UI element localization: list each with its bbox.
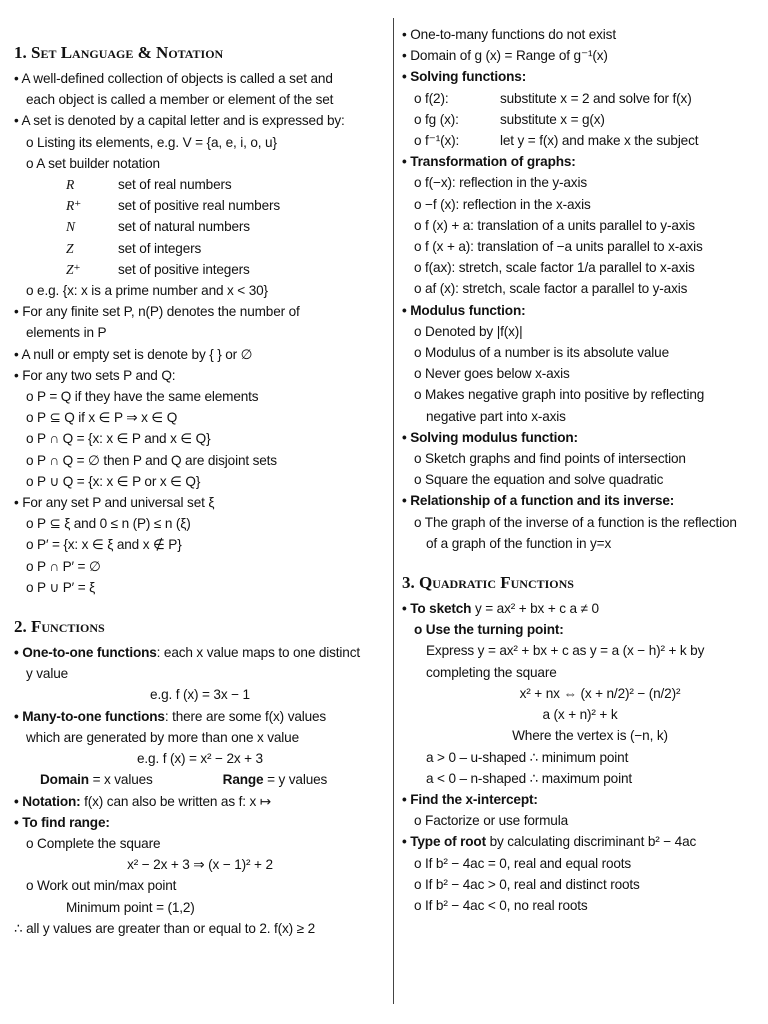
text-line: o Complete the square [26,835,161,851]
text-line: o P ∪ Q = {x: x ∈ P or x ∈ Q} [26,473,201,489]
bold-term: • One-to-one functions [14,645,157,661]
text-line: o Modulus of a number is its absolute value [414,345,669,361]
text-line: o f (x) + a: translation of a units parallel to y-axis [414,217,695,233]
set-definition: set of positive real numbers [118,198,281,214]
text-line: y value [26,666,69,682]
set-definition: set of natural numbers [118,219,250,235]
text-line: o The graph of the inverse of a function is the reflection [414,514,737,530]
text-line: elements in P [26,325,107,341]
text-line: o P ∪ P′ = ξ [26,579,96,595]
text-line: o −f (x): reflection in the x-axis [414,196,591,212]
text-line: o P ∩ P′ = ∅ [26,558,101,574]
text-line: o Factorize or use formula [414,813,569,829]
text-line: o P′ = {x: x ∈ ξ and x ∉ P} [26,537,182,553]
text-line: • A well-defined collection of objects is called a set and [14,71,333,86]
text-line: o Use the turning point: [414,622,564,638]
text-line: o af (x): stretch, scale factor a parallel to y-axis [414,281,688,297]
text-line: o If b² − 4ac > 0, real and distinct roots [414,876,640,892]
text-line: o P ∩ Q = ∅ then P and Q are disjoint sets [26,452,277,468]
text-line: o Never goes below x-axis [414,366,570,382]
bold-term: Domain [40,772,89,788]
set-definition: set of integers [118,240,202,256]
text-line: which are generated by more than one x value [26,729,300,745]
text-run: substitute x = 2 and solve for f(x) [500,90,692,106]
text-run: : there are some f(x) values [164,708,327,724]
label-term: o fg (x): [414,111,459,127]
text-line: • Find the x-intercept: [402,791,538,807]
text-run: by calculating discriminant b² − 4ac [485,834,697,850]
text-run: : each x value maps to one distinct [156,645,360,661]
example-line: e.g. f (x) = 3x − 1 [150,687,250,703]
set-row [14,238,386,259]
equation-line: x² + nx ⇔ (x + n/2)² − (n/2)² [519,685,681,701]
text-line: o f(−x): reflection in the y-axis [414,175,587,191]
text-line [14,642,386,663]
text-line: • Relationship of a function and its inverse: [402,493,675,509]
text-line: Express y = ax² + bx + c as y = a (x − h)² + k by [426,643,705,659]
text-line: completing the square [426,664,557,680]
text-line: each object is called a member or element of the set [26,92,334,108]
text-line: • A null or empty set is denote by { } or ∅ [14,346,253,362]
set-definition: set of positive integers [118,261,250,277]
set-symbol: Z [66,240,74,256]
text-line: o P ⊆ ξ and 0 ≤ n (P) ≤ n (ξ) [26,516,191,532]
bold-term: • To sketch [402,601,472,617]
spacer [14,598,386,612]
column-divider [393,18,394,1004]
text-line [402,130,758,151]
text-line: o Work out min/max point [26,878,177,894]
bold-term: Range [222,772,264,788]
text-line: o Sketch graphs and find points of intersection [414,451,686,467]
set-row [14,259,386,280]
text-line: o If b² − 4ac < 0, no real roots [414,897,588,913]
text-line: ∴ all y values are greater than or equal to 2. f(x) ≥ 2 [14,920,316,936]
text-line: o Listing its elements, e.g. V = {a, e, i, o, u} [26,134,277,150]
text-line: a > 0 – u-shaped ∴ minimum point [426,749,629,765]
set-row [14,174,386,195]
set-symbol: R⁺ [66,198,82,214]
text-run: f(x) can also be written as f: x ↦ [80,793,272,809]
text-line: • For any two sets P and Q: [14,367,176,383]
left-column [14,38,386,939]
text-line: • For any set P and universal set ξ [14,495,215,511]
section-title-functions: 2. Functions [14,617,105,637]
text-line [402,598,758,619]
text-run: = x values [88,772,153,788]
text-line: • One-to-many functions do not exist [402,27,616,42]
bold-term: • Many-to-one functions [14,708,165,724]
set-definition: set of real numbers [118,177,232,193]
text-line [402,109,758,130]
text-line: o A set builder notation [26,155,160,171]
text-line: a < 0 – n-shaped ∴ maximum point [426,770,632,786]
text-line: o P = Q if they have the same elements [26,389,259,405]
spacer [402,554,758,568]
text-line: o f(ax): stretch, scale factor 1/a parallel to x-axis [414,260,695,276]
text-line: o P ∩ Q = {x: x ∈ P and x ∈ Q} [26,431,211,447]
set-symbol: N [66,219,75,235]
set-row [14,216,386,237]
text-line: • For any finite set P, n(P) denotes the number of [14,304,300,320]
section-title-quadratic: 3. Quadratic Functions [402,573,574,593]
text-line: • Solving functions: [402,69,527,85]
text-line: • Transformation of graphs: [402,154,576,170]
text-line: o e.g. {x: x is a prime number and x < 30} [26,283,268,299]
label-term: o f⁻¹(x): [414,133,460,149]
bold-term: • Notation: [14,793,81,809]
text-line [402,88,758,109]
set-symbol: R [66,177,75,193]
text-line [402,831,758,852]
text-line: Minimum point = (1,2) [66,899,195,915]
text-line: • Domain of g (x) = Range of g⁻¹(x) [402,48,608,64]
text-line: of a graph of the function in y=x [426,535,612,551]
text-run: y = ax² + bx + c a ≠ 0 [471,601,599,617]
text-line: o Makes negative graph into positive by reflecting [414,387,705,403]
text-run: substitute x = g(x) [500,111,605,127]
text-line: o f (x + a): translation of −a units parallel to x-axis [414,239,703,255]
text-line: o If b² − 4ac = 0, real and equal roots [414,855,632,871]
text-line: negative part into x-axis [426,408,566,424]
right-column [402,24,758,916]
text-line [14,791,386,812]
text-line: o P ⊆ Q if x ∈ P ⇒ x ∈ Q [26,410,178,426]
label-term: o f(2): [414,90,449,106]
text-line: • Modulus function: [402,302,526,318]
text-line: • To find range: [14,814,110,830]
text-line: o Denoted by |f(x)| [414,323,523,339]
text-run: let y = f(x) and make x the subject [500,133,699,149]
text-line: • A set is denoted by a capital letter and is expressed by: [14,113,345,129]
example-line: e.g. f (x) = x² − 2x + 3 [137,751,263,767]
section-title-set-language: 1. Set Language & Notation [14,43,224,62]
example-line: x² − 2x + 3 ⇒ (x − 1)² + 2 [127,857,273,873]
equation-line: a (x + n)² + k [542,707,618,723]
text-line: • Solving modulus function: [402,429,578,445]
set-symbol: Z⁺ [66,261,81,277]
domain-range-line [14,769,386,790]
text-line [14,706,386,727]
set-row [14,195,386,216]
equation-line: Where the vertex is (−n, k) [512,728,668,744]
text-line: o Square the equation and solve quadratic [414,472,664,488]
bold-term: • Type of root [402,834,486,850]
text-run: = y values [263,772,328,788]
